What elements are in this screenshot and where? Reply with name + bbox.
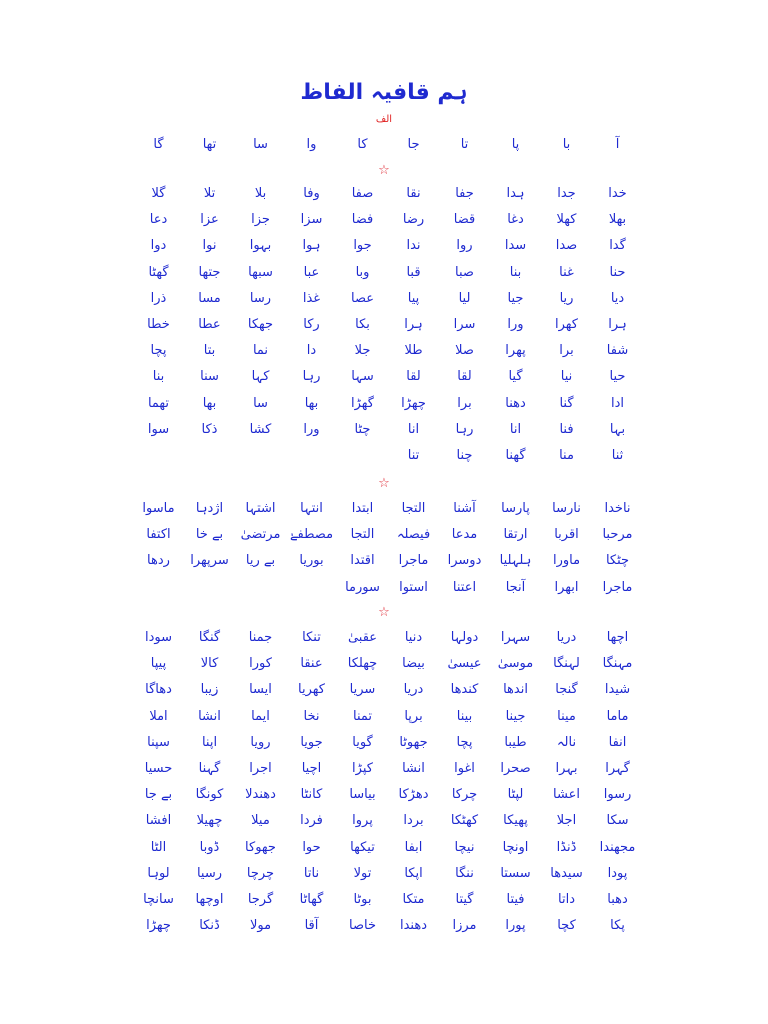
word-cell: چھڑا <box>401 395 426 411</box>
word-cell: جیا <box>507 290 524 306</box>
word-cell: سکا <box>606 813 629 829</box>
word-cell: اجلا <box>556 813 577 829</box>
word-cell: رسیا <box>196 865 223 881</box>
word-cell: انا <box>407 421 420 437</box>
word-cell: کشا <box>249 421 272 437</box>
word-cell: نالہ <box>556 734 577 750</box>
word-cell: تھما <box>147 395 170 411</box>
word-cell: پچا <box>150 343 167 359</box>
word-cell: بھلا <box>608 212 627 228</box>
word-cell: حوا <box>302 839 321 855</box>
word-cell: فیتا <box>506 891 525 907</box>
word-cell: کا <box>357 137 368 152</box>
word-cell: پکا <box>610 918 625 934</box>
word-cell: رکا <box>303 316 320 332</box>
word-cell: مہنگا <box>602 656 633 672</box>
word-cell: الٹا <box>150 839 167 855</box>
word-cell: ماجرا <box>602 579 633 595</box>
word-cell: ہلہلیا <box>499 553 532 569</box>
word-cell: برا <box>559 343 574 359</box>
word-cell: سرا <box>453 316 476 332</box>
word-cell: دغا <box>507 212 524 228</box>
word-cell: برا <box>457 395 472 411</box>
word-cell: چھیلا <box>196 813 223 829</box>
word-cell: اعشا <box>553 787 580 803</box>
word-cell: دوسرا <box>447 553 482 569</box>
word-cell: آنجا <box>505 579 526 595</box>
word-cell: فضا <box>351 212 374 228</box>
word-cell: ارتقا <box>503 527 528 543</box>
word-cell: لوہا <box>147 865 170 881</box>
word-cell: لیا <box>458 290 471 306</box>
word-cell: فیصلہ <box>396 527 431 543</box>
word-cell: بھا <box>304 395 319 411</box>
word-cell: گرجا <box>247 891 274 907</box>
word-cell: سریا <box>349 682 376 698</box>
word-cell: ہرا <box>404 316 423 332</box>
word-cell: اژدہا <box>195 501 224 516</box>
word-cell: گویا <box>352 734 373 750</box>
word-cell: جویا <box>300 734 323 750</box>
word-cell: گھڑا <box>351 395 374 411</box>
word-cell: کانٹا <box>300 787 323 803</box>
word-cell: اوچھا <box>195 891 224 907</box>
word-cell: ناتا <box>303 865 320 881</box>
word-cell: نوا <box>202 238 217 254</box>
word-cell: زیبا <box>200 682 219 698</box>
word-cell: صدا <box>555 238 578 254</box>
word-cell: صبا <box>455 264 474 280</box>
empty-cell <box>184 575 235 601</box>
word-cell: جھوکا <box>245 839 276 855</box>
word-cell: دوا <box>150 238 167 254</box>
word-cell: وا <box>306 137 317 152</box>
word-cell: گلا <box>151 186 166 201</box>
word-cell: لقا <box>406 369 421 385</box>
word-cell: شفا <box>606 343 629 359</box>
word-cell: منا <box>559 447 574 463</box>
word-grid-section-2 <box>133 496 643 601</box>
word-cell: سورما <box>345 579 380 595</box>
word-cell: خدا <box>608 186 627 201</box>
word-cell: گیتا <box>455 891 474 907</box>
word-cell: پودا <box>607 865 628 881</box>
word-cell: جلا <box>354 343 371 359</box>
section-subtitle: الف <box>375 114 393 125</box>
word-cell: سیدھا <box>550 865 583 881</box>
word-cell: پچا <box>456 734 473 750</box>
word-cell: رسوا <box>603 787 632 803</box>
word-cell: ردھا <box>147 553 170 569</box>
word-cell: کندھا <box>450 682 479 698</box>
word-cell: نیچا <box>454 839 475 855</box>
word-cell: عصا <box>351 290 374 306</box>
word-cell: ہوا <box>302 238 321 254</box>
word-cell: ابتدا <box>351 501 374 516</box>
word-cell: دریا <box>403 682 424 698</box>
word-cell: ننگا <box>455 865 474 881</box>
word-cell: اقتدا <box>350 553 375 569</box>
word-cell: رہا <box>455 421 474 437</box>
word-cell: جمنا <box>248 630 273 645</box>
word-cell: مولا <box>249 918 272 934</box>
word-cell: انشا <box>402 760 425 776</box>
word-cell: عقبیٰ <box>347 630 378 645</box>
word-cell: ڈنڈا <box>556 839 577 855</box>
word-cell: موسیٰ <box>497 656 534 672</box>
word-cell: نیا <box>560 369 573 385</box>
word-cell: بینا <box>456 708 473 724</box>
word-cell: کچا <box>557 918 576 934</box>
word-cell: مرحبا <box>602 527 633 543</box>
word-cell: قبا <box>406 264 421 280</box>
word-cell: کونگا <box>195 787 224 803</box>
word-cell: گھاٹا <box>299 891 324 907</box>
word-cell: ماسوا <box>142 501 175 516</box>
word-cell: رضا <box>402 212 425 228</box>
word-cell: ہرا <box>608 316 627 332</box>
word-cell: اکتفا <box>146 527 171 543</box>
word-cell: گنا <box>559 395 574 411</box>
word-cell: انفا <box>608 734 627 750</box>
word-cell: بوٹا <box>353 891 372 907</box>
word-cell: جوا <box>353 238 372 254</box>
word-cell: ذکا <box>201 421 218 437</box>
word-cell: ماورا <box>552 553 581 569</box>
word-grid-section-3 <box>133 625 643 939</box>
word-cell: چھڑا <box>146 918 171 934</box>
word-cell: چنا <box>456 447 473 463</box>
word-cell: غنا <box>559 264 574 280</box>
word-cell: صفا <box>351 186 374 201</box>
word-cell: ابھرا <box>554 579 579 595</box>
word-cell: بے جا <box>144 787 173 803</box>
word-cell: جتھا <box>198 264 221 280</box>
word-cell: دھندا <box>399 918 427 934</box>
word-cell: نقا <box>406 186 421 201</box>
word-cell: التجا <box>350 527 375 543</box>
word-cell: وفا <box>303 186 320 201</box>
word-cell: پھرا <box>505 343 526 359</box>
word-cell: لہنگا <box>553 656 580 672</box>
word-cell: بے ریا <box>245 553 276 569</box>
word-cell: تا <box>460 137 469 152</box>
empty-cell <box>235 575 286 601</box>
word-cell: ایما <box>251 708 270 724</box>
word-cell: بھا <box>202 395 217 411</box>
word-cell: اپنا <box>201 734 218 750</box>
word-cell: دنیا <box>404 630 423 645</box>
word-cell: دھبا <box>607 891 628 907</box>
word-cell: جینا <box>505 708 526 724</box>
page-title: ہم قافیہ الفاظ <box>300 80 468 105</box>
word-cell: پھیکا <box>503 813 528 829</box>
word-cell: چھلکا <box>347 656 378 672</box>
word-cell: طیبا <box>504 734 527 750</box>
word-cell: بکا <box>355 316 370 332</box>
word-cell: عیسیٰ <box>447 656 482 672</box>
word-cell: ڈنکا <box>199 918 220 934</box>
word-cell: دھنا <box>505 395 526 411</box>
word-cell: سانچا <box>143 891 174 907</box>
word-cell: دھڑکا <box>398 787 429 803</box>
word-cell: مجھندا <box>599 839 636 855</box>
word-cell: سپنا <box>147 734 170 750</box>
word-cell: گھنا <box>505 447 526 463</box>
word-cell: کورا <box>249 656 272 672</box>
word-cell: صحرا <box>500 760 531 776</box>
word-cell: برپا <box>404 708 423 724</box>
word-cell: گیا <box>508 369 523 385</box>
word-cell: بہا <box>609 421 626 437</box>
word-cell: با <box>562 137 571 152</box>
word-cell: پورا <box>505 918 526 934</box>
word-cell: مسا <box>198 290 221 306</box>
word-cell: افشا <box>145 813 172 829</box>
word-cell: تنا <box>407 447 420 463</box>
word-cell: تنکا <box>302 630 321 645</box>
word-cell: سبھا <box>248 264 273 280</box>
word-cell: رویا <box>250 734 271 750</box>
word-cell: بیضا <box>402 656 425 672</box>
word-cell: مینا <box>557 708 576 724</box>
word-cell: ماجرا <box>398 553 429 569</box>
word-cell: گا <box>153 137 164 152</box>
word-cell: ابفا <box>404 839 423 855</box>
word-cell: سودا <box>144 630 172 645</box>
word-cell: سوا <box>147 421 170 437</box>
word-cell: ریا <box>559 290 574 306</box>
word-cell: تلا <box>203 186 216 201</box>
word-cell: دریا <box>556 630 577 645</box>
word-cell: بے خا <box>195 527 224 543</box>
word-cell: بہرا <box>555 760 578 776</box>
word-cell: گہرا <box>605 760 630 776</box>
word-cell: بہوا <box>249 238 272 254</box>
word-cell: گدا <box>609 238 626 254</box>
word-cell: ورا <box>507 316 524 332</box>
word-cell: ایسا <box>249 682 272 698</box>
word-cell: چٹکا <box>605 553 630 569</box>
word-cell: وبا <box>355 264 370 280</box>
word-cell: بنا <box>509 264 522 280</box>
word-cell: حنا <box>609 264 626 280</box>
word-cell: چرکا <box>451 787 478 803</box>
word-cell: جدا <box>557 186 576 201</box>
word-cell: گنجا <box>555 682 578 698</box>
word-cell: تولا <box>353 865 372 881</box>
word-cell: انشا <box>198 708 221 724</box>
empty-cell <box>337 443 388 469</box>
empty-cell <box>286 575 337 601</box>
word-cell: دیا <box>610 290 625 306</box>
word-cell: طلا <box>404 343 423 359</box>
word-cell: تیکھا <box>350 839 375 855</box>
word-cell: دھندلا <box>245 787 276 803</box>
word-cell: سدا <box>504 238 527 254</box>
word-cell: عنقا <box>300 656 323 672</box>
word-cell: نخا <box>303 708 320 724</box>
word-cell: جفا <box>455 186 474 201</box>
word-cell: قضا <box>453 212 476 228</box>
word-cell: دولہا <box>450 630 479 645</box>
word-cell: فردا <box>300 813 323 829</box>
word-cell: کالا <box>200 656 219 672</box>
word-cell: عطا <box>198 316 221 332</box>
word-cell: جھوٹا <box>399 734 428 750</box>
word-cell: مرزا <box>452 918 477 934</box>
word-cell: حیا <box>609 369 626 385</box>
word-cell: بیاسا <box>349 787 376 803</box>
word-cell: متکا <box>402 891 425 907</box>
word-cell: پارسا <box>501 501 530 516</box>
word-cell: اچیا <box>301 760 322 776</box>
word-cell: آقا <box>304 918 319 934</box>
word-cell: خطا <box>147 316 170 332</box>
word-cell: دھاگا <box>145 682 172 698</box>
word-cell: سزا <box>300 212 323 228</box>
word-cell: ذرا <box>150 290 167 306</box>
word-cell: آشنا <box>453 501 476 516</box>
word-cell: بنا <box>152 369 165 385</box>
word-cell: روا <box>456 238 473 254</box>
word-cell: اقربا <box>554 527 579 543</box>
word-cell: پیپا <box>150 656 167 672</box>
word-cell: عزا <box>200 212 219 228</box>
word-cell: نما <box>252 343 269 359</box>
word-cell: کھرا <box>555 316 578 332</box>
word-cell: ناخدا <box>604 501 631 516</box>
word-cell: ہدا <box>506 186 525 201</box>
word-cell: غذا <box>302 290 321 306</box>
word-cell: پیا <box>407 290 420 306</box>
star-icon: ☆ <box>378 476 390 491</box>
word-cell: دا <box>306 343 317 359</box>
word-cell: سستا <box>500 865 531 881</box>
word-cell: داتا <box>558 891 575 907</box>
word-cell: گہنا <box>198 760 221 776</box>
word-cell: املا <box>149 708 168 724</box>
star-icon: ☆ <box>378 605 390 620</box>
word-cell: گھٹا <box>148 264 169 280</box>
word-cell: رسا <box>249 290 272 306</box>
word-cell: اپکا <box>404 865 423 881</box>
word-cell: اونچا <box>502 839 529 855</box>
word-cell: کھٹکا <box>450 813 479 829</box>
word-cell: مدعا <box>451 527 478 543</box>
word-cell: کپڑا <box>352 760 373 776</box>
word-cell: جزا <box>251 212 270 228</box>
word-cell: میلا <box>251 813 270 829</box>
word-cell: ورا <box>303 421 320 437</box>
word-cell: چرچا <box>246 865 275 881</box>
word-cell: عبا <box>303 264 320 280</box>
word-cell: بلا <box>254 186 267 201</box>
empty-cell <box>133 575 184 601</box>
word-cell: سا <box>253 137 268 152</box>
word-cell: سہرا <box>500 630 531 645</box>
word-cell: اغوا <box>454 760 475 776</box>
word-cell: نارسا <box>552 501 581 516</box>
word-cell: فنا <box>559 421 574 437</box>
word-cell: کہا <box>251 369 270 385</box>
word-cell: استوا <box>399 579 428 595</box>
word-cell: خاصا <box>349 918 376 934</box>
word-cell: پا <box>511 137 520 152</box>
word-cell: گنگا <box>198 630 221 645</box>
word-cell: بتا <box>203 343 216 359</box>
word-cell: ثنا <box>611 447 624 463</box>
empty-cell <box>235 443 286 469</box>
word-cell: اعتنا <box>452 579 477 595</box>
word-cell: اجرا <box>249 760 272 776</box>
word-cell: پروا <box>352 813 373 829</box>
word-cell: جھکا <box>247 316 274 332</box>
word-cell: شیدا <box>604 682 631 698</box>
word-cell: دعا <box>149 212 168 228</box>
word-cell: ڈوبا <box>199 839 220 855</box>
word-cell: کھریا <box>298 682 325 698</box>
word-cell: صلا <box>455 343 474 359</box>
word-grid-section-1 <box>133 181 643 469</box>
header-word-row <box>133 132 643 158</box>
word-cell: التجا <box>401 501 426 516</box>
star-icon: ☆ <box>378 163 390 178</box>
word-cell: جا <box>407 137 420 152</box>
word-cell: بردا <box>403 813 424 829</box>
word-cell: رہا <box>302 369 321 385</box>
empty-cell <box>133 443 184 469</box>
word-cell: حسیا <box>144 760 173 776</box>
word-cell: انا <box>509 421 522 437</box>
word-cell: اندھا <box>503 682 528 698</box>
empty-cell <box>184 443 235 469</box>
word-cell: انتہا <box>300 501 323 516</box>
word-cell: اچھا <box>606 630 629 645</box>
word-cell: آ <box>615 137 620 152</box>
word-cell: لقا <box>457 369 472 385</box>
word-cell: لپٹا <box>507 787 524 803</box>
word-cell: مصطفےٰ <box>289 527 334 543</box>
word-cell: سرپھرا <box>190 553 229 569</box>
word-cell: سنا <box>200 369 219 385</box>
word-cell: اشتہا <box>245 501 276 516</box>
empty-cell <box>286 443 337 469</box>
word-cell: تھا <box>202 137 217 152</box>
word-cell: سا <box>253 395 268 411</box>
word-cell: ماما <box>606 708 629 724</box>
word-cell: تمنا <box>352 708 373 724</box>
word-cell: چٹا <box>354 421 371 437</box>
word-cell: سہا <box>351 369 374 385</box>
word-cell: ادا <box>610 395 624 411</box>
word-cell: کھلا <box>556 212 577 228</box>
word-cell: ندا <box>406 238 421 254</box>
word-cell: بوریا <box>299 553 324 569</box>
word-cell: مرتضیٰ <box>240 527 281 543</box>
